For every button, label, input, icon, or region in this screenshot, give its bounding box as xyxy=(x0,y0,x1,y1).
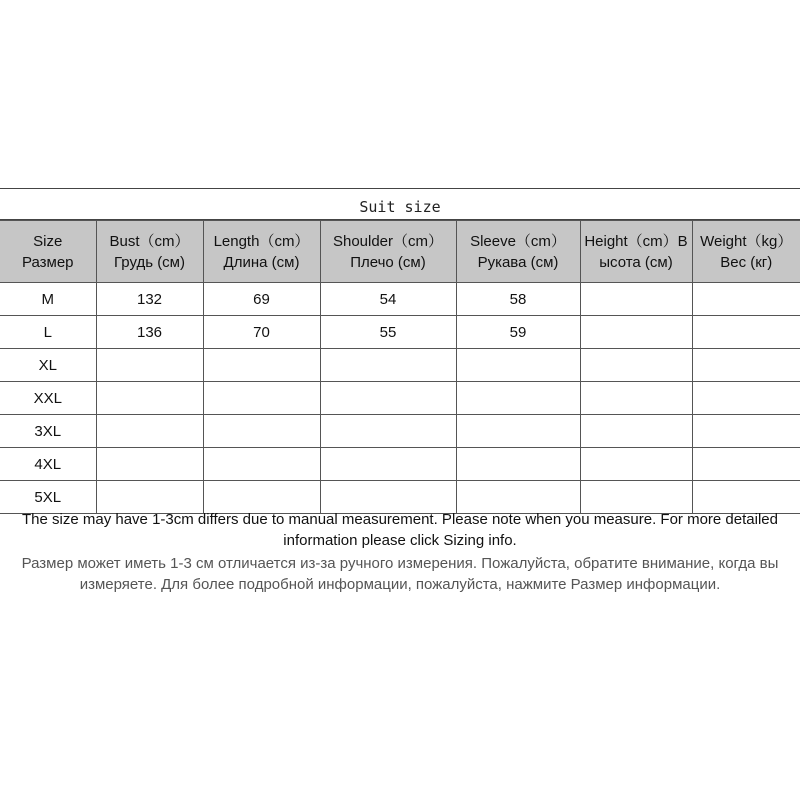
header-sleeve-en: Sleeve（cm） xyxy=(470,232,566,250)
cell-bust xyxy=(96,349,203,382)
table-row xyxy=(0,382,800,415)
cell-bust: 136 xyxy=(96,316,203,349)
header-length-en: Length（cm） xyxy=(213,232,310,250)
cell-bust xyxy=(96,448,203,481)
cell-size: XXL xyxy=(0,382,96,415)
cell-length: 70 xyxy=(203,316,320,349)
table-row xyxy=(0,415,800,448)
header-shoulder-en: Shoulder（cm） xyxy=(332,232,444,250)
cell-height xyxy=(580,283,692,316)
header-sleeve xyxy=(456,221,580,283)
cell-shoulder: 55 xyxy=(320,316,456,349)
header-height xyxy=(580,221,692,283)
cell-shoulder xyxy=(320,382,456,415)
size-table xyxy=(0,220,800,514)
cell-length: 69 xyxy=(203,283,320,316)
cell-shoulder: 54 xyxy=(320,283,456,316)
cell-sleeve xyxy=(456,415,580,448)
cell-sleeve: 59 xyxy=(456,316,580,349)
cell-weight xyxy=(692,283,800,316)
cell-bust: 132 xyxy=(96,283,203,316)
measurement-note-ru: Размер может иметь 1-3 см отличается из-за ручного измерения. Пожалуйста, обратите внимание, когда вы измеряете. Для более подробной информации, пожалуйста, нажмите Размер информации. xyxy=(21,555,779,593)
cell-weight xyxy=(692,448,800,481)
cell-sleeve xyxy=(456,382,580,415)
cell-sleeve: 58 xyxy=(456,283,580,316)
cell-size: L xyxy=(0,316,96,349)
cell-sleeve xyxy=(456,448,580,481)
cell-bust xyxy=(96,415,203,448)
cell-height xyxy=(580,415,692,448)
header-size xyxy=(0,221,96,283)
cell-length xyxy=(203,448,320,481)
header-weight-en: Weight（kg） xyxy=(700,232,793,250)
header-height-ru: ысота (см) xyxy=(599,253,673,271)
size-chart xyxy=(0,188,800,514)
cell-shoulder xyxy=(320,349,456,382)
cell-height xyxy=(580,316,692,349)
header-length xyxy=(203,221,320,283)
measurement-note-en: The size may have 1-3cm differs due to manual measurement. Please note when you measure. For more detailed information please click Sizing info. xyxy=(22,511,778,549)
cell-height xyxy=(580,448,692,481)
header-size-en: Size xyxy=(33,232,63,250)
header-bust-ru: Грудь (см) xyxy=(114,253,185,271)
header-sleeve-ru: Рукава (см) xyxy=(477,253,559,271)
cell-shoulder xyxy=(320,415,456,448)
cell-height xyxy=(580,382,692,415)
chart-title: Suit size xyxy=(0,188,800,220)
table-row xyxy=(0,316,800,349)
header-shoulder xyxy=(320,221,456,283)
cell-size: 5XL xyxy=(0,481,96,514)
cell-length xyxy=(203,349,320,382)
cell-sleeve xyxy=(456,349,580,382)
header-height-en: Height（cm）В xyxy=(584,232,688,250)
header-length-ru: Длина (см) xyxy=(223,253,300,271)
table-row xyxy=(0,448,800,481)
table-row xyxy=(0,283,800,316)
cell-size: XL xyxy=(0,349,96,382)
header-shoulder-ru: Плечо (см) xyxy=(350,253,426,271)
cell-weight xyxy=(692,349,800,382)
header-bust-en: Bust（cm） xyxy=(109,232,190,250)
cell-height xyxy=(580,349,692,382)
cell-size: M xyxy=(0,283,96,316)
cell-shoulder xyxy=(320,448,456,481)
cell-size: 3XL xyxy=(0,415,96,448)
cell-weight xyxy=(692,382,800,415)
cell-length xyxy=(203,415,320,448)
header-bust xyxy=(96,221,203,283)
header-weight xyxy=(692,221,800,283)
cell-size: 4XL xyxy=(0,448,96,481)
cell-length xyxy=(203,382,320,415)
cell-weight xyxy=(692,316,800,349)
header-weight-ru: Вес (кг) xyxy=(720,253,773,271)
header-row xyxy=(0,221,800,283)
cell-bust xyxy=(96,382,203,415)
header-size-ru: Размер xyxy=(21,253,74,271)
cell-weight xyxy=(692,415,800,448)
table-row xyxy=(0,349,800,382)
